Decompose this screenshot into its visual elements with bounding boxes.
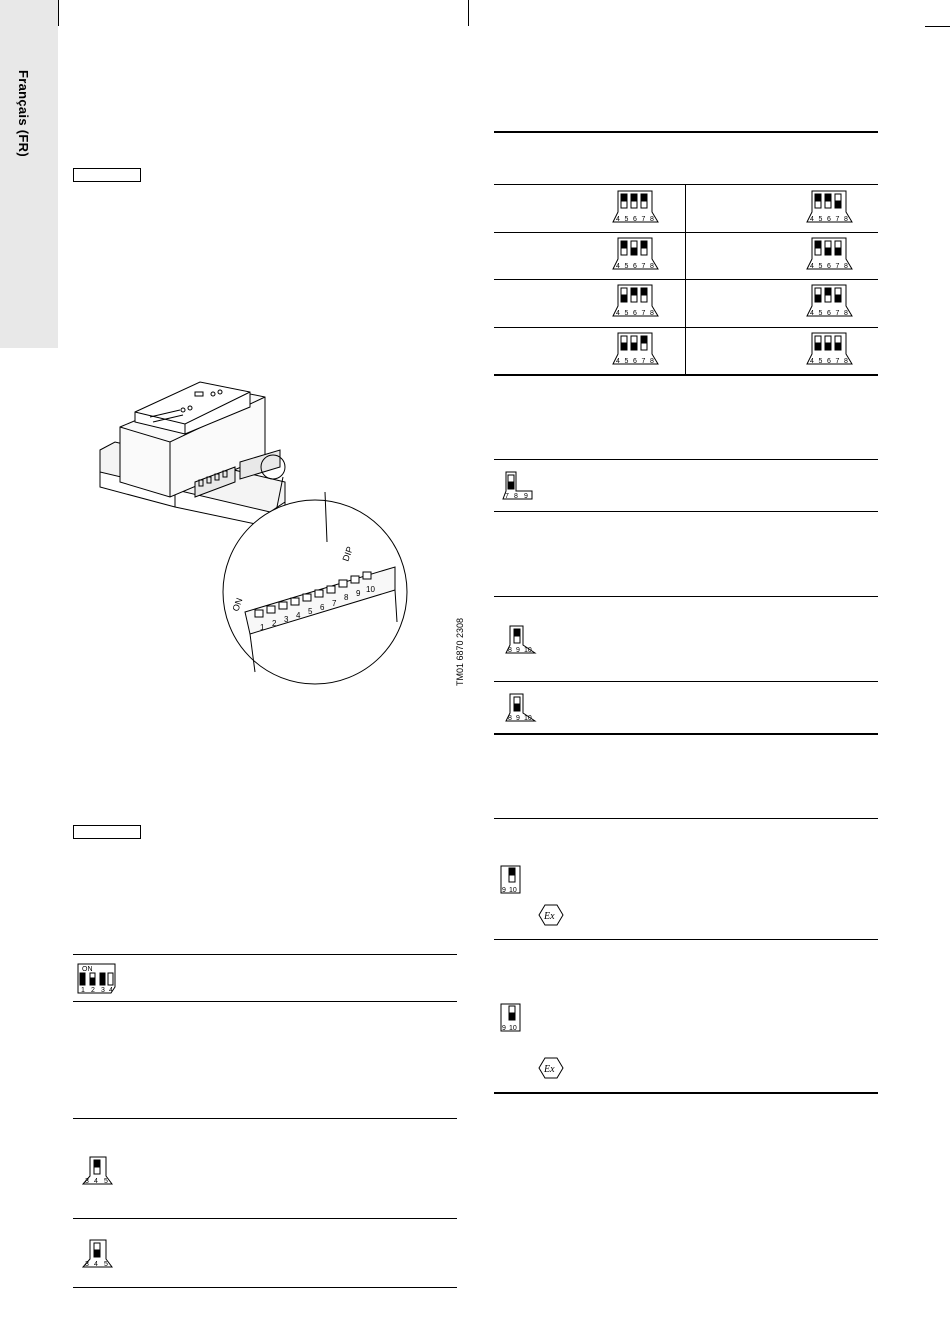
dip-switch-8-10-b (505, 693, 537, 723)
dip-switch-4-8 (612, 332, 660, 366)
rule-right-11 (494, 818, 878, 819)
switch-on-label: ON (230, 596, 245, 613)
dip-num: 8 (508, 715, 512, 722)
language-side-tab (0, 0, 58, 348)
dip-num: 8 (844, 216, 848, 223)
dip-num: 8 (650, 263, 654, 270)
rule-right-grid-2 (494, 232, 878, 233)
dip-num: 8 (650, 310, 654, 317)
dip-num: 7 (835, 310, 840, 317)
dip-num: 6 (633, 263, 637, 270)
dip-num: 9 (502, 887, 506, 894)
dip-num: 4 (616, 358, 620, 365)
dip-num: 7 (641, 263, 646, 270)
dip-num: 6 (633, 310, 637, 317)
rule-right-grid-1 (494, 184, 878, 185)
dip-num: 6 (633, 358, 637, 365)
dip-num: 7 (835, 216, 840, 223)
dip-num: 3 (85, 1178, 89, 1185)
dip-num: 4 (810, 358, 814, 365)
dip-switch-on-1-4 (77, 963, 117, 995)
dip-num: 4 (616, 310, 620, 317)
dip-num: 4 (810, 216, 814, 223)
crop-mark-top-right (468, 0, 469, 26)
dip-num: 8 (508, 647, 512, 654)
dip-switch-4-8 (612, 237, 660, 271)
rule-left-4 (73, 1218, 457, 1219)
dip-num: 7 (641, 310, 646, 317)
dip-num: 5 (818, 263, 823, 270)
dip-on-label: ON (82, 966, 93, 973)
dip-switch-3-5-b (82, 1239, 114, 1269)
dip-num: 5 (818, 358, 823, 365)
dip-num: 5 (818, 310, 823, 317)
rule-left-2 (73, 1001, 457, 1002)
dip-num: 7 (505, 493, 509, 500)
dip-num: 9 (524, 493, 528, 500)
svg-text:5: 5 (308, 607, 313, 616)
dip-num: 5 (624, 263, 629, 270)
dip-switch-4-8 (806, 190, 854, 224)
rule-left-3 (73, 1118, 457, 1119)
dip-num: 7 (835, 358, 840, 365)
dip-num: 5 (624, 310, 629, 317)
rule-right-7 (494, 511, 878, 512)
dip-num: 2 (91, 987, 95, 994)
dip-switch-3-5-a (82, 1156, 114, 1186)
dip-num: 3 (85, 1261, 89, 1268)
dip-num: 8 (650, 358, 654, 365)
rule-right-6 (494, 459, 878, 460)
switch-dip-label: DIP (340, 545, 356, 563)
dip-num: 7 (641, 358, 646, 365)
dip-num: 4 (109, 987, 113, 994)
dip-num: 8 (514, 493, 518, 500)
ex-label: Ex (544, 911, 555, 922)
dip-num: 6 (633, 216, 637, 223)
rule-right-top (494, 131, 878, 133)
note-box-2 (73, 825, 141, 839)
dip-num: 10 (509, 1025, 517, 1032)
dip-num: 5 (624, 216, 629, 223)
dip-num: 10 (524, 647, 532, 654)
crop-mark-top (58, 0, 59, 26)
dip-num: 10 (509, 887, 517, 894)
svg-text:3: 3 (284, 615, 289, 624)
ex-icon (538, 1057, 564, 1084)
dip-num: 5 (104, 1178, 108, 1185)
rule-right-9 (494, 681, 878, 682)
device-illustration (95, 372, 425, 692)
dip-switch-4-8 (612, 284, 660, 318)
rule-right-13 (494, 1092, 878, 1094)
figure-code: TM01 6870 2308 (455, 617, 465, 686)
dip-num: 6 (827, 263, 831, 270)
language-label: Français (FR) (16, 70, 31, 157)
dip-num: 8 (650, 216, 654, 223)
svg-text:7: 7 (332, 599, 337, 608)
dip-num: 10 (524, 715, 532, 722)
dip-num: 5 (104, 1261, 108, 1268)
ex-label: Ex (544, 1064, 555, 1075)
rule-right-grid-5 (494, 374, 878, 376)
dip-num: 4 (616, 216, 620, 223)
dip-switch-4-8 (806, 284, 854, 318)
dip-switch-7-9 (502, 471, 534, 501)
dip-num: 7 (835, 263, 840, 270)
dip-num: 4 (94, 1178, 98, 1185)
svg-text:2: 2 (272, 619, 277, 628)
dip-num: 8 (844, 310, 848, 317)
rule-right-12 (494, 939, 878, 940)
crop-mark-right (925, 26, 950, 27)
dip-num: 8 (844, 263, 848, 270)
dip-num: 9 (516, 715, 520, 722)
dip-switch-9-10-a (500, 865, 524, 895)
rule-right-10 (494, 733, 878, 735)
rule-left-5 (73, 1287, 457, 1288)
dip-num: 6 (827, 216, 831, 223)
dip-num: 9 (516, 647, 520, 654)
grid-divider (685, 184, 686, 374)
rule-right-grid-3 (494, 279, 878, 280)
svg-text:6: 6 (320, 603, 325, 612)
svg-text:8: 8 (344, 593, 349, 602)
dip-switch-8-10-a (505, 625, 537, 655)
dip-switch-4-8 (806, 237, 854, 271)
dip-switch-4-8 (806, 332, 854, 366)
svg-text:10: 10 (366, 585, 375, 594)
dip-num: 4 (94, 1261, 98, 1268)
dip-num: 3 (101, 987, 105, 994)
dip-switch-9-10-b (500, 1003, 524, 1033)
rule-right-grid-4 (494, 327, 878, 328)
dip-num: 4 (616, 263, 620, 270)
rule-right-8 (494, 596, 878, 597)
dip-num: 5 (818, 216, 823, 223)
dip-num: 4 (810, 310, 814, 317)
ex-icon (538, 904, 564, 931)
svg-text:9: 9 (356, 589, 361, 598)
dip-num: 8 (844, 358, 848, 365)
dip-num: 9 (502, 1025, 506, 1032)
dip-switch-4-8 (612, 190, 660, 224)
dip-num: 6 (827, 310, 831, 317)
dip-num: 4 (810, 263, 814, 270)
dip-num: 1 (81, 987, 85, 994)
dip-num: 5 (624, 358, 629, 365)
svg-text:1: 1 (260, 623, 265, 632)
rule-left-1 (73, 954, 457, 955)
dip-num: 7 (641, 216, 646, 223)
note-box-1 (73, 168, 141, 182)
dip-num: 6 (827, 358, 831, 365)
svg-text:4: 4 (296, 611, 301, 620)
